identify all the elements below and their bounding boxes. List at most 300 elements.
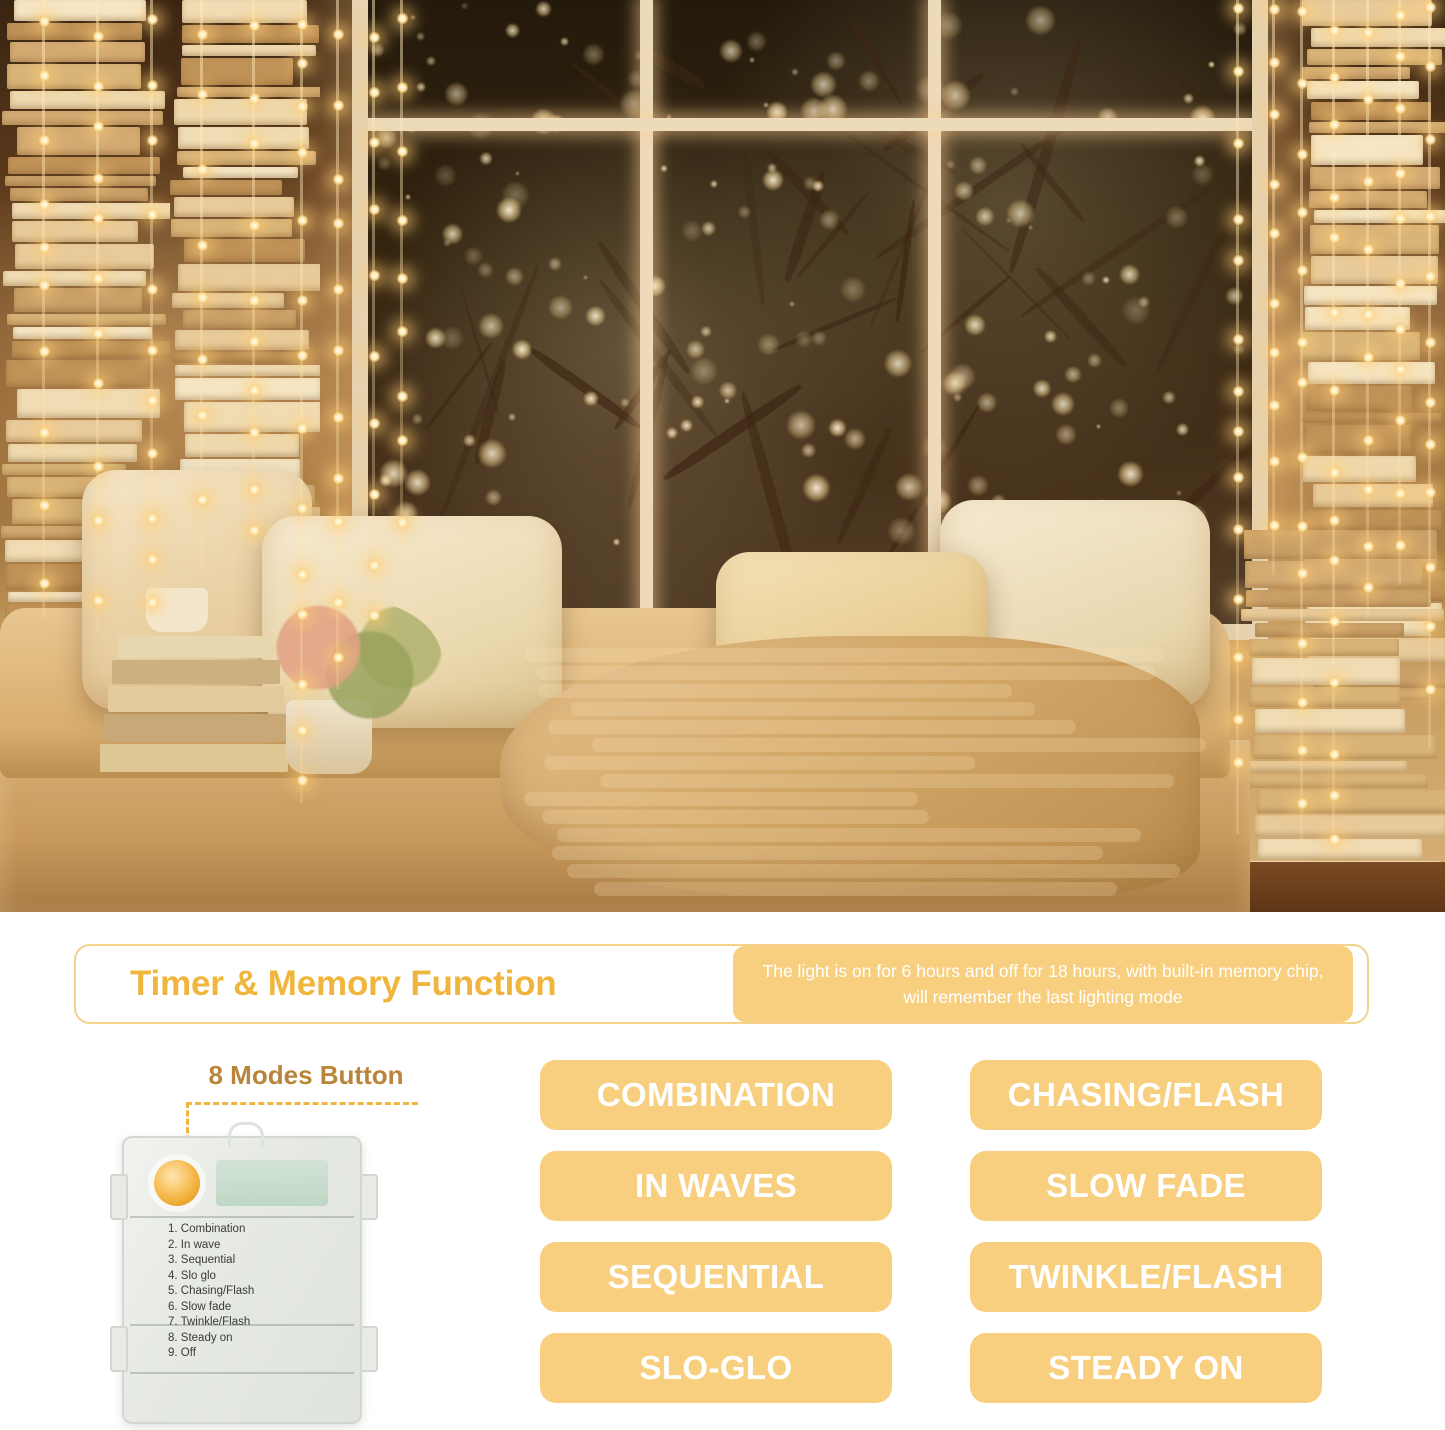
bokeh-light <box>1119 264 1140 285</box>
bokeh-light <box>967 475 988 496</box>
book <box>7 23 142 40</box>
book <box>1255 815 1445 838</box>
bokeh-light <box>1162 391 1175 404</box>
fairy-light-bulb <box>1424 60 1437 73</box>
fairy-light-bulb <box>196 28 209 41</box>
book <box>6 420 142 442</box>
bokeh-light <box>1233 22 1247 36</box>
bokeh-light <box>975 207 995 227</box>
fairy-light-string <box>1300 0 1303 848</box>
fairy-light-bulb <box>368 86 381 99</box>
book <box>1307 49 1442 65</box>
bokeh-light <box>719 381 738 400</box>
fairy-light-bulb <box>1362 351 1375 364</box>
bokeh-light <box>478 313 504 339</box>
fairy-light-bulb <box>1424 270 1437 283</box>
bokeh-light <box>416 32 425 41</box>
mode-chip[interactable]: IN WAVES <box>540 1151 892 1221</box>
book <box>171 219 292 238</box>
fairy-light-bulb <box>332 173 345 186</box>
fairy-light-bulb <box>296 294 309 307</box>
bokeh-light <box>710 180 718 188</box>
fairy-light-bulb <box>332 472 345 485</box>
knit-texture-row <box>542 810 929 824</box>
bokeh-light <box>548 295 573 320</box>
fairy-light-bulb <box>1268 297 1281 310</box>
fairy-light-bulb <box>1328 615 1341 628</box>
book <box>1255 709 1404 733</box>
bokeh-light <box>964 314 986 336</box>
stacked-books-on-seat-5 <box>100 744 288 772</box>
book-stack-right-inner <box>1240 530 1445 912</box>
fairy-light-bulb <box>1394 323 1407 336</box>
bokeh-light <box>691 395 705 409</box>
bokeh-light <box>977 392 997 412</box>
fairy-light-bulb <box>1296 797 1309 810</box>
battery-box-illustration <box>122 1136 362 1424</box>
fairy-light-bulb <box>146 553 159 566</box>
knit-texture-row <box>548 720 1076 734</box>
fairy-light-bulb <box>196 493 209 506</box>
fairy-light-bulb <box>146 134 159 147</box>
callout-dashed-line <box>186 1102 418 1105</box>
fairy-light-bulb <box>1362 93 1375 106</box>
mode-chip[interactable]: SEQUENTIAL <box>540 1242 892 1312</box>
knit-texture-row <box>557 828 1141 842</box>
book <box>7 314 167 325</box>
fairy-light-bulb <box>248 219 261 232</box>
mode-button-icon <box>154 1160 200 1206</box>
book <box>175 330 309 350</box>
fairy-light-bulb <box>1328 306 1341 319</box>
book <box>8 444 136 462</box>
fairy-light-bulb <box>1232 65 1245 78</box>
fairy-light-string <box>42 0 45 618</box>
bokeh-light <box>1051 392 1076 417</box>
bokeh-light <box>463 434 476 447</box>
fairy-light-bulb <box>1268 178 1281 191</box>
fairy-light-bulb <box>396 214 409 227</box>
window-mullion-vertical-2 <box>928 0 941 624</box>
page-title: Timer & Memory Function <box>130 964 557 1003</box>
bokeh-light <box>1176 490 1182 496</box>
knit-texture-row <box>600 774 1174 788</box>
fairy-light-bulb <box>1268 455 1281 468</box>
book <box>1252 658 1400 685</box>
book <box>7 64 141 88</box>
potted-plant-foliage <box>252 598 442 722</box>
fairy-light-bulb <box>1328 676 1341 689</box>
book <box>181 58 293 84</box>
battery-box-clip-right-bottom <box>360 1326 378 1372</box>
bokeh-light <box>701 221 716 236</box>
mode-list-item: 5. Chasing/Flash <box>168 1285 255 1297</box>
tree-branch <box>847 13 904 105</box>
bokeh-light <box>477 439 507 469</box>
book <box>3 271 146 286</box>
fairy-light-bulb <box>1328 24 1341 37</box>
fairy-light-bulb <box>92 172 105 185</box>
book <box>1311 256 1438 284</box>
bokeh-light <box>412 413 423 424</box>
mode-list-item: 9. Off <box>168 1347 196 1359</box>
tree-branch <box>1153 127 1268 376</box>
bokeh-light <box>811 330 827 346</box>
fairy-light-bulb <box>396 145 409 158</box>
fairy-light-bulb <box>396 434 409 447</box>
mode-list-item: 1. Combination <box>168 1223 246 1235</box>
bokeh-light <box>812 180 823 191</box>
mug <box>146 588 208 632</box>
bokeh-light <box>1064 366 1081 383</box>
fairy-light-bulb <box>1394 363 1407 376</box>
book <box>1300 413 1442 423</box>
bokeh-light <box>1225 287 1244 306</box>
fairy-light-bulb <box>1232 651 1245 664</box>
fairy-light-bulb <box>38 345 51 358</box>
book <box>178 127 309 149</box>
bokeh-light <box>762 169 784 191</box>
book <box>1302 67 1410 79</box>
bokeh-light <box>620 398 629 407</box>
fairy-light-bulb <box>368 488 381 501</box>
battery-box-clip-right-top <box>360 1174 378 1220</box>
book <box>14 0 147 21</box>
fairy-light-string <box>1428 0 1431 748</box>
book <box>1247 761 1408 773</box>
fairy-light-bulb <box>1328 118 1341 131</box>
mode-chip[interactable]: STEADY ON <box>970 1333 1322 1403</box>
bokeh-light <box>1028 225 1033 230</box>
fairy-light-bulb <box>332 344 345 357</box>
book <box>1304 425 1410 454</box>
fairy-light-bulb <box>368 609 381 622</box>
bokeh-light <box>1165 205 1189 229</box>
fairy-light-bulb <box>1296 696 1309 709</box>
mode-chip[interactable]: SLO-GLO <box>540 1333 892 1403</box>
knit-texture-row <box>567 864 1180 878</box>
fairy-light-bulb <box>368 203 381 216</box>
battery-box-hook <box>228 1122 264 1147</box>
bokeh-light <box>954 181 974 201</box>
fairy-light-bulb <box>1424 486 1437 499</box>
fairy-light-bulb <box>1362 308 1375 321</box>
fairy-light-bulb <box>296 774 309 787</box>
fairy-light-bulb <box>1362 243 1375 256</box>
fairy-light-bulb <box>368 136 381 149</box>
bokeh-light <box>943 372 966 395</box>
fairy-light-bulb <box>1296 744 1309 757</box>
fairy-light-string <box>96 0 99 632</box>
modes-button-label: 8 Modes Button <box>208 1060 404 1090</box>
fairy-light-bulb <box>296 349 309 362</box>
bokeh-light <box>560 37 569 46</box>
fairy-light-bulb <box>1268 108 1281 121</box>
battery-box-window <box>216 1160 328 1206</box>
bokeh-light <box>405 194 411 200</box>
knit-texture-row <box>536 666 1155 680</box>
fairy-light-bulb <box>92 514 105 527</box>
bokeh-light <box>444 82 468 106</box>
mode-list-item: 3. Sequential <box>168 1254 236 1266</box>
book <box>1308 362 1435 383</box>
bokeh-light <box>802 474 831 503</box>
bokeh-light <box>666 427 678 439</box>
book <box>17 389 160 418</box>
fairy-light-bulb <box>368 559 381 572</box>
book <box>10 42 145 62</box>
fairy-light-bulb <box>1424 396 1437 409</box>
bokeh-light <box>953 393 962 402</box>
bokeh-light <box>379 474 392 487</box>
book <box>1301 332 1421 361</box>
battery-box-clip-left-bottom <box>110 1326 128 1372</box>
bokeh-light <box>700 326 712 338</box>
bokeh-light <box>757 333 780 356</box>
window-mullion-horizontal <box>368 118 1252 131</box>
book <box>2 111 163 126</box>
book <box>1249 687 1401 707</box>
fairy-light-bulb <box>92 80 105 93</box>
fairy-light-bulb <box>92 377 105 390</box>
book <box>1257 790 1445 813</box>
mode-chip[interactable]: SLOW FADE <box>970 1151 1322 1221</box>
book <box>1246 590 1431 606</box>
mode-chip[interactable]: TWINKLE/FLASH <box>970 1242 1322 1312</box>
bokeh-light <box>505 267 524 286</box>
fairy-light-bulb <box>1424 210 1437 223</box>
bokeh-light <box>1010 87 1019 96</box>
bokeh-light <box>585 306 605 326</box>
bokeh-light <box>895 473 923 501</box>
bokeh-light <box>789 301 795 307</box>
fairy-light-bulb <box>396 12 409 25</box>
bokeh-light <box>844 428 866 450</box>
fairy-light-string <box>1272 0 1275 575</box>
bokeh-light <box>404 469 431 496</box>
bokeh-light <box>1109 398 1129 418</box>
mode-list-item: 6. Slow fade <box>168 1300 232 1313</box>
fairy-light-bulb <box>332 217 345 230</box>
fairy-light-bulb <box>146 13 159 26</box>
fairy-light-bulb <box>146 283 159 296</box>
bokeh-light <box>1102 276 1110 284</box>
bokeh-light <box>791 68 799 76</box>
fairy-light-bulb <box>248 483 261 496</box>
fairy-light-bulb <box>248 137 261 150</box>
bokeh-light <box>681 220 703 242</box>
fairy-light-bulb <box>1394 212 1407 225</box>
fairy-light-bulb <box>1232 385 1245 398</box>
fairy-light-bulb <box>146 394 159 407</box>
fairy-light-bulb <box>396 325 409 338</box>
headline-box <box>74 944 1369 1024</box>
fairy-light-bulb <box>296 608 309 621</box>
book <box>1253 735 1437 758</box>
stacked-books-on-seat-4 <box>104 714 286 742</box>
bokeh-light <box>583 391 599 407</box>
book <box>170 180 281 195</box>
bokeh-light <box>535 1 551 17</box>
bokeh-light <box>969 156 987 174</box>
bokeh-light <box>479 152 492 165</box>
tree-branch <box>527 344 644 432</box>
fairy-light-bulb <box>146 447 159 460</box>
book <box>1304 286 1437 305</box>
bokeh-light <box>1006 218 1011 223</box>
book <box>174 197 294 217</box>
bokeh-light <box>442 223 463 244</box>
book <box>175 365 320 376</box>
bokeh-light <box>680 419 693 432</box>
bokeh-light <box>1025 5 1056 36</box>
fairy-light-bulb <box>38 69 51 82</box>
fairy-light-string <box>1236 0 1239 834</box>
bokeh-light <box>1033 379 1051 397</box>
fairy-light-bulb <box>248 384 261 397</box>
fairy-light-bulb <box>1268 399 1281 412</box>
battery-box-seam-3 <box>130 1372 354 1374</box>
knit-texture-row <box>594 882 1117 896</box>
fairy-light-bulb <box>1232 137 1245 150</box>
stacked-books-on-seat-3 <box>108 686 284 712</box>
fairy-light-bulb <box>1328 384 1341 397</box>
bokeh-light <box>1006 199 1035 228</box>
bokeh-light <box>1087 353 1102 368</box>
fairy-light-bulb <box>1328 514 1341 527</box>
bokeh-light <box>1138 296 1150 308</box>
bokeh-light <box>660 165 668 173</box>
book <box>10 91 165 109</box>
knit-texture-row <box>544 756 974 770</box>
fairy-light-bulb <box>332 651 345 664</box>
fairy-light-bulb <box>396 390 409 403</box>
knit-texture-row <box>538 684 1012 698</box>
fairy-light-bulb <box>1232 523 1245 536</box>
bokeh-light <box>858 70 880 92</box>
knit-texture-row <box>592 738 1206 752</box>
bokeh-light <box>887 517 916 546</box>
bokeh-light <box>1194 155 1206 167</box>
knit-texture-row <box>524 792 918 806</box>
mode-list-item: 7. Twinkle/Flash <box>168 1316 251 1328</box>
fairy-light-bulb <box>1394 487 1407 500</box>
fairy-light-bulb <box>1394 9 1407 22</box>
fairy-light-bulb <box>1328 748 1341 761</box>
fairy-light-bulb <box>196 291 209 304</box>
mode-chip-grid <box>540 1060 1375 1403</box>
bokeh-light <box>738 205 751 218</box>
bokeh-light <box>512 339 533 360</box>
fairy-light-bulb <box>1424 683 1437 696</box>
bokeh-light <box>477 262 494 279</box>
fairy-light-bulb <box>296 422 309 435</box>
fairy-light-bulb <box>38 15 51 28</box>
fairy-light-bulb <box>1296 451 1309 464</box>
fairy-light-bulb <box>146 512 159 525</box>
fairy-light-string <box>252 0 255 540</box>
knit-texture-row <box>552 846 1103 860</box>
fairy-light-bulb <box>332 411 345 424</box>
mode-list-item: 4. Slo glo <box>168 1269 216 1282</box>
fairy-light-bulb <box>38 241 51 254</box>
bokeh-light <box>795 330 813 348</box>
book <box>13 327 153 339</box>
bokeh-light <box>496 197 522 223</box>
fairy-light-bulb <box>1362 175 1375 188</box>
info-panel <box>0 912 1445 1430</box>
tree-branch <box>1020 173 1231 319</box>
book <box>12 221 138 242</box>
bokeh-light <box>1117 461 1143 487</box>
bokeh-light <box>826 51 846 71</box>
book <box>15 244 154 269</box>
battery-box-seam-1 <box>130 1216 354 1218</box>
book <box>17 127 140 155</box>
fairy-light-bulb <box>296 100 309 113</box>
book <box>1310 167 1440 189</box>
bokeh-light <box>613 538 621 546</box>
bokeh-light <box>690 357 718 385</box>
book <box>172 293 284 309</box>
fairy-light-bulb <box>1268 3 1281 16</box>
bokeh-light <box>946 160 955 169</box>
book <box>172 352 301 363</box>
bokeh-light <box>1176 423 1189 436</box>
window-mullion-vertical-1 <box>640 0 653 624</box>
bokeh-light <box>515 171 520 176</box>
fairy-light-bulb <box>1296 567 1309 580</box>
fairy-light-bulb <box>1328 789 1341 802</box>
bokeh-light <box>1096 424 1102 430</box>
book <box>8 157 160 174</box>
book <box>6 360 150 387</box>
bokeh-light <box>749 57 755 63</box>
fairy-light-bulb <box>196 353 209 366</box>
bokeh-light <box>416 82 426 92</box>
bokeh-light <box>1055 424 1077 446</box>
fairy-light-bulb <box>38 426 51 439</box>
fairy-light-bulb <box>296 502 309 515</box>
mode-chip[interactable]: COMBINATION <box>540 1060 892 1130</box>
book <box>1241 609 1444 622</box>
mode-chip[interactable]: CHASING/FLASH <box>970 1060 1322 1130</box>
fairy-light-bulb <box>248 19 261 32</box>
fairy-light-bulb <box>396 81 409 94</box>
fairy-light-bulb <box>146 79 159 92</box>
book <box>10 188 147 201</box>
fairy-light-bulb <box>92 327 105 340</box>
knit-texture-row <box>571 702 1034 716</box>
bokeh-light <box>719 39 743 63</box>
fairy-light-string <box>200 0 203 573</box>
fairy-light-bulb <box>1296 77 1309 90</box>
fairy-light-bulb <box>1232 254 1245 267</box>
bokeh-light <box>1081 271 1096 286</box>
fairy-light-bulb <box>1296 336 1309 349</box>
fairy-light-bulb <box>332 283 345 296</box>
bokeh-light <box>840 276 866 302</box>
timer-note: The light is on for 6 hours and off for 18 hours, with built-in memory chip, will remember the last lighting mode <box>733 946 1353 1022</box>
book <box>1305 510 1442 531</box>
bokeh-light <box>548 257 562 271</box>
fairy-light-bulb <box>248 92 261 105</box>
bokeh-light <box>1044 330 1057 343</box>
battery-box-clip-left-top <box>110 1174 128 1220</box>
bokeh-light <box>410 15 416 21</box>
bokeh-light <box>786 410 816 440</box>
bokeh-light <box>1208 61 1215 68</box>
